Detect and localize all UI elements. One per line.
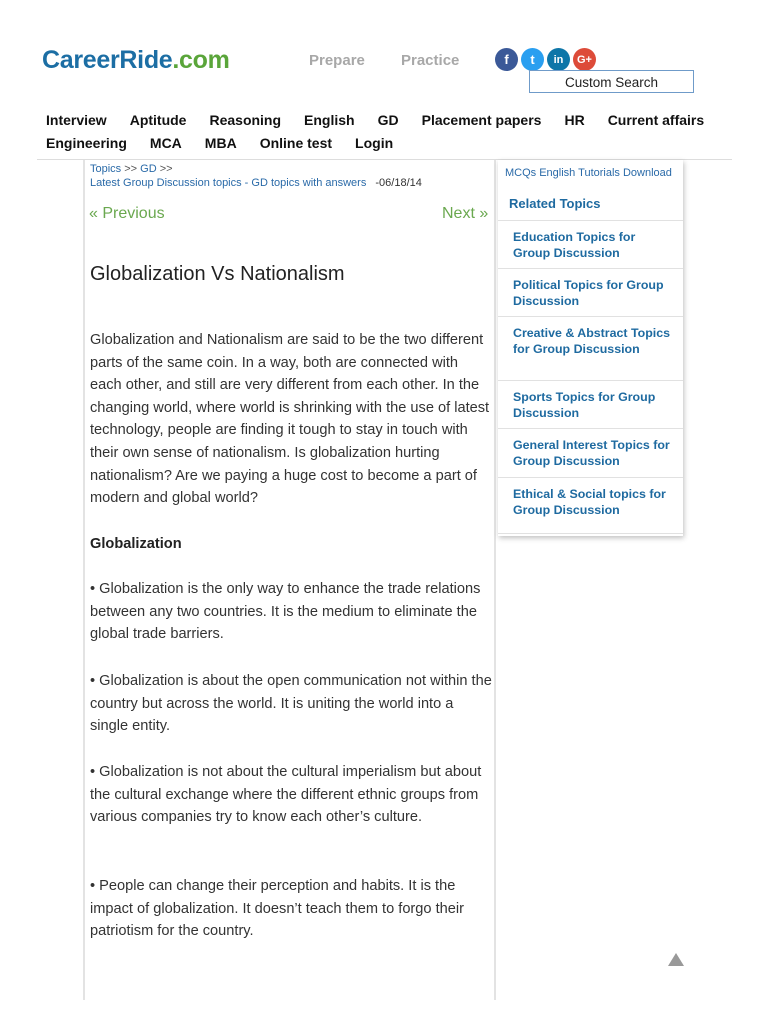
logo-text-domain: .com [172,46,230,74]
nav-engineering[interactable]: Engineering [46,135,127,151]
sidebar-item-label: Political Topics for Group Discussion [513,278,664,309]
list-item: • Globalization is not about the cultural imperialism but about the cultural exchange where the different ethnic groups from various companies try to know each other’s culture. [90,764,482,826]
main-nav-row-1 [46,112,727,128]
linkedin-icon[interactable]: in [547,48,570,71]
google-plus-icon[interactable]: G+ [573,48,596,71]
breadcrumb-separator: >> [124,163,138,175]
sidebar-item-label: Sports Topics for Group Discussion [513,390,656,421]
article-title: Globalization Vs Nationalism [90,263,345,285]
list-item: • Globalization is about the open communication not within the country but across the world. It is uniting the world into a single entity. [90,673,492,735]
main-nav-row-2 [46,135,416,151]
custom-search-input[interactable]: Custom Search [529,70,694,93]
article-intro: Globalization and Nationalism are said to be the two different parts of the same coin. In a way, both are connected with each other, and still are very different from each other. In the changing world, where world is shrinking with the use of latest technology, people are finding it tough to stay in touch with their own sense of nationalism. Is globalization hurting nationalism? Are we paying a huge cost to become a part of modern and global world? [90,332,490,507]
related-topics-sidebar [498,160,683,536]
nav-english[interactable]: English [304,112,355,128]
nav-mba[interactable]: MBA [204,135,237,151]
facebook-icon[interactable]: f [495,48,518,71]
sidebar-item-general-interest[interactable] [498,428,683,484]
nav-mca[interactable]: MCA [149,135,182,151]
nav-aptitude[interactable]: Aptitude [129,112,187,128]
prepare-link[interactable]: Prepare [309,52,365,69]
nav-interview[interactable]: Interview [46,112,107,128]
nav-current-affairs[interactable]: Current affairs [607,112,705,128]
sidebar-top-links[interactable]: MCQs English Tutorials Download [505,167,672,179]
nav-reasoning[interactable]: Reasoning [209,112,282,128]
article-date: -06/18/14 [375,177,422,189]
nav-gd[interactable]: GD [377,112,399,128]
breadcrumb-line-2 [90,177,422,189]
breadcrumb-gd[interactable]: GD [140,163,157,175]
sidebar-item-label: Creative & Abstract Topics for Group Discussion [513,326,670,357]
nav-online-test[interactable]: Online test [259,135,333,151]
sidebar-item-label: Education Topics for Group Discussion [513,230,636,261]
sidebar-item-label: General Interest Topics for Group Discussion [513,438,670,469]
sidebar-item-ethical-social[interactable] [498,477,683,534]
site-logo[interactable] [42,46,230,75]
previous-link[interactable]: « Previous [89,205,165,222]
nav-hr[interactable]: HR [564,112,585,128]
list-item: • Globalization is the only way to enhance the trade relations between any two countries. It is the medium to eliminate the global trade barriers. [90,581,481,643]
practice-link[interactable]: Practice [401,52,460,69]
scroll-to-top-icon[interactable] [668,953,684,966]
sidebar-item-label: Ethical & Social topics for Group Discussion [513,487,666,518]
breadcrumb [90,163,173,175]
breadcrumb-topics[interactable]: Topics [90,163,122,175]
related-topics-heading: Related Topics [509,196,601,211]
section-heading: Globalization [90,536,182,552]
breadcrumb-latest-gd[interactable]: Latest Group Discussion topics - GD topics with answers [90,177,367,189]
social-icons [495,48,596,71]
logo-text-main: CareerRide [42,46,173,74]
sidebar-item-creative-abstract[interactable] [498,316,683,388]
list-item: • People can change their perception and habits. It is the impact of globalization. It doesn’t teach them to forgo their patriotism for the country. [90,878,464,940]
nav-placement-papers[interactable]: Placement papers [421,112,542,128]
next-link[interactable]: Next » [442,205,489,222]
breadcrumb-separator: >> [159,163,173,175]
nav-login[interactable]: Login [355,135,394,151]
twitter-icon[interactable]: t [521,48,544,71]
